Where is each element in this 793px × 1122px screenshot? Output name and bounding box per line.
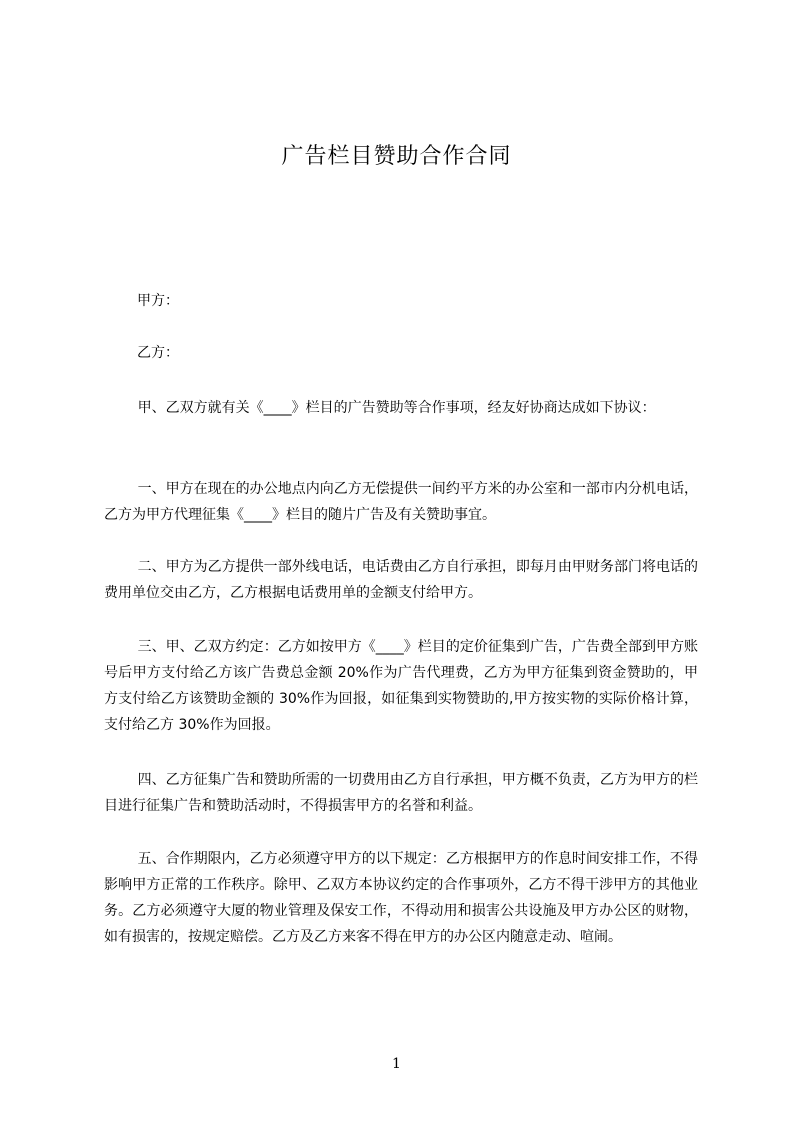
clause-3-paragraph: 三、甲、乙双方约定：乙方如按甲方《____》栏目的定价征集到广告，广告费全部到甲方账号后甲方支付给乙方该广告费总金额 20%作为广告代理费，乙方为甲方征集到资金赞助的，甲方支付给乙方该赞助金额的 30%作为回报，如征集到实物赞助的,甲方按实物的实际价格计算，支付给乙方 30%作为回报。 [104,639,698,733]
party-b-label: 乙方： [137,345,179,361]
document-title: 广告栏目赞助合作合同 [281,144,512,169]
party-a-label: 甲方： [137,293,179,309]
clause-2-paragraph: 二、甲方为乙方提供一部外线电话，电话费由乙方自行承担，即每月由甲财务部门将电话的费用单位交由乙方，乙方根据电话费用单的金额支付给甲方。 [104,559,698,601]
clause-1-paragraph: 一、甲方在现在的办公地点内向乙方无偿提供一间约平方米的办公室和一部市内分机电话，乙方为甲方代理征集《____》栏目的随片广告及有关赞助事宜。 [104,481,698,523]
intro-paragraph: 甲、乙双方就有关《____》栏目的广告赞助等合作事项，经友好协商达成如下协议： [137,400,656,416]
clause-4-paragraph: 四、乙方征集广告和赞助所需的一切费用由乙方自行承担，甲方概不负责，乙方为甲方的栏目进行征集广告和赞助活动时，不得损害甲方的名誉和利益。 [104,772,698,814]
page-number: 1 [392,1056,401,1072]
clause-5-paragraph: 五、合作期限内，乙方必须遵守甲方的以下规定：乙方根据甲方的作息时间安排工作，不得影响甲方正常的工作秩序。除甲、乙双方本协议约定的合作事项外，乙方不得干涉甲方的其他业务。乙方必须遵守大厦的物业管理及保安工作，不得动用和损害公共设施及甲方办公区的财物，如有损害的，按规定赔偿。乙方及乙方来客不得在甲方的办公区内随意走动、喧闹。 [104,851,698,945]
